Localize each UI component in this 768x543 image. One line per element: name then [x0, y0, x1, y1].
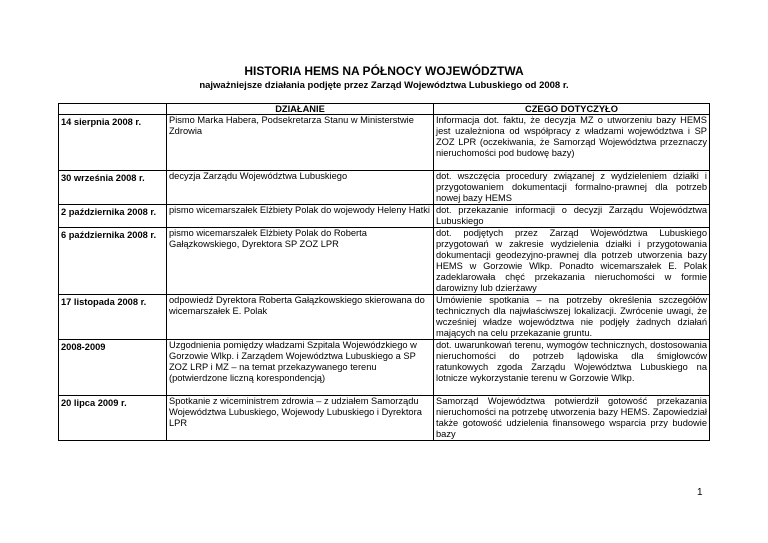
table-row	[59, 115, 710, 171]
row-date: 20 lipca 2009 r.	[59, 396, 167, 441]
row-date: 17 listopada 2008 r.	[59, 295, 167, 340]
header-action: DZIAŁANIE	[167, 104, 434, 115]
row-subject: Informacja dot. faktu, że decyzja MZ o utworzeniu bazy HEMS jest uzależniona od współpracy z władzami województwa i SP ZOZ LPR (oczekiwania, że Samorząd Województwa przeznaczy nieruchomości pod budowę bazy)	[434, 115, 710, 171]
table-row	[59, 396, 710, 441]
document-title: HISTORIA HEMS NA PÓŁNOCY WOJEWÓDZTWA	[244, 64, 524, 78]
row-subject: dot. uwarunkowań terenu, wymogów technicznych, dostosowania nieruchomości do potrzeb lądowiska dla śmigłowców ratunkowych zgoda Zarządu Województwa Lubuskiego na lotnicze wykorzystanie terenu w Gorzowie Wlkp.	[434, 340, 710, 396]
row-action: odpowiedź Dyrektora Roberta Gałązkowskiego skierowana do wicemarszałek E. Polak	[167, 295, 434, 340]
header-subject: CZEGO DOTYCZYŁO	[434, 104, 710, 115]
table-row	[59, 340, 710, 396]
row-action: pismo wicemarszałek Elżbiety Polak do wojewody Heleny Hatki	[167, 205, 434, 228]
row-action: Uzgodnienia pomiędzy władzami Szpitala Wojewódzkiego w Gorzowie Wlkp. i Zarządem Województwa Lubuskiego a SP ZOZ LRP i MZ – na temat przekazywanego terenu (potwierdzone liczną korespondencją)	[167, 340, 434, 396]
table-row	[59, 205, 710, 228]
row-date: 14 sierpnia 2008 r.	[59, 115, 167, 171]
table-row	[59, 171, 710, 205]
row-subject: Umówienie spotkania – na potrzeby określenia szczegółów technicznych dla najwłaściwszej lokalizacji. Zwrócenie uwagi, że wcześniej władze województwa nie podjęły żadnych działań mających na celu przekazanie gruntu.	[434, 295, 710, 340]
row-date: 30 września 2008 r.	[59, 171, 167, 205]
row-subject: dot. przekazanie informacji o decyzji Zarządu Województwa Lubuskiego	[434, 205, 710, 228]
table-row	[59, 295, 710, 340]
row-date: 6 października 2008 r.	[59, 228, 167, 295]
row-action: Pismo Marka Habera, Podsekretarza Stanu w Ministerstwie Zdrowia	[167, 115, 434, 171]
row-subject: Samorząd Województwa potwierdził gotowość przekazania nieruchomości na potrzebę utworzenia bazy HEMS. Zapowiedział także gotowość udzielenia finansowego wsparcia przy budowie bazy	[434, 396, 710, 441]
history-table	[58, 103, 710, 441]
row-action: decyzja Zarządu Województwa Lubuskiego	[167, 171, 434, 205]
row-date: 2 października 2008 r.	[59, 205, 167, 228]
header-date	[59, 104, 167, 115]
row-action: Spotkanie z wiceministrem zdrowia – z udziałem Samorządu Województwa Lubuskiego, Wojewody Lubuskiego i Dyrektora LPR	[167, 396, 434, 441]
row-subject: dot. wszczęcia procedury związanej z wydzieleniem działki i przygotowaniem dokumentacji formalno-prawnej dla potrzeb nowej bazy HEMS	[434, 171, 710, 205]
table-row	[59, 228, 710, 295]
document-subtitle: najważniejsze działania podjęte przez Zarząd Województwa Lubuskiego od 2008 r.	[199, 80, 569, 91]
table-header-row	[59, 104, 710, 115]
row-date: 2008-2009	[59, 340, 167, 396]
row-subject: dot. podjętych przez Zarząd Województwa Lubuskiego przygotowań w zakresie wydzielenia działki i przygotowania dokumentacji geodezyjno-prawnej dla potrzeb utworzenia bazy HEMS w Gorzowie Wlkp. Ponadto wicemarszałek E. Polak zadeklarowała chęć przekazania nieruchomości w formie darowizny lub dzierżawy	[434, 228, 710, 295]
page-number: 1	[697, 487, 703, 498]
row-action: pismo wicemarszałek Elżbiety Polak do Roberta Gałązkowskiego, Dyrektora SP ZOZ LPR	[167, 228, 434, 295]
